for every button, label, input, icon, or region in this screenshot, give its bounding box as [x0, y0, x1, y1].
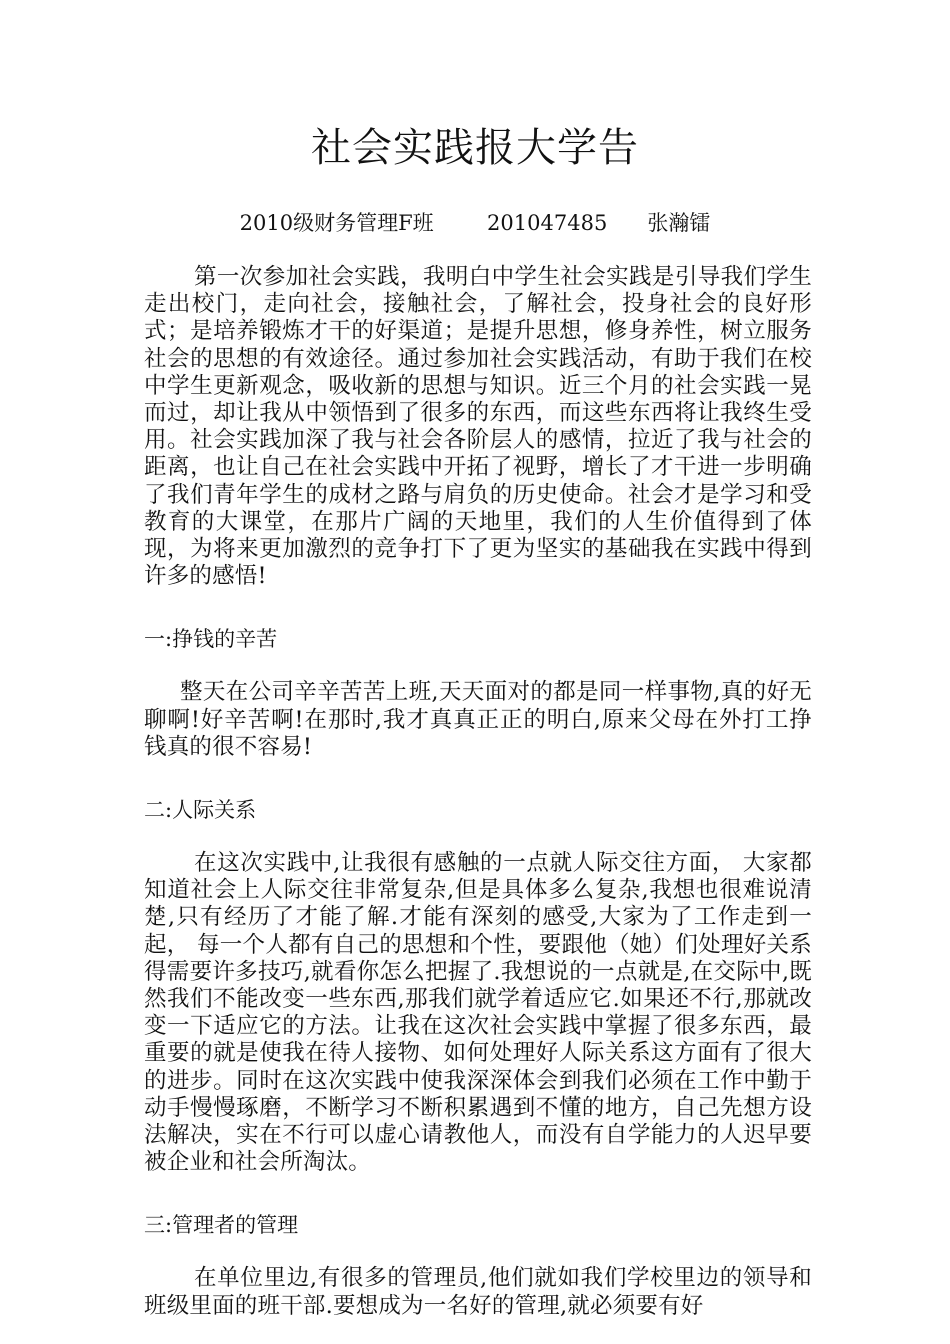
section-body-2: 在这次实践中,让我很有感触的一点就人际交往方面， 大家都知道社会上人际交往非常复杂,但是具体多么复杂,我想也很难说清楚,只有经历了才能了解.才能有深刻的感受,大家为了工作走到一起， 每一个人都有自己的思想和个性，要跟他（她）们处理好关系得需要许多技巧,就看你怎么把握了.我想说的一点就是,在交际中,既然我们不能改变一些东西,那我们就学着适应它.如果还不行,那就改变一下适应它的方法。让我在这次社会实践中掌握了很多东西，最重要的就是使我在待人接物、如何处理好人际关系这方面有了很大的进步。同时在这次实践中使我深深体会到我们必须在工作中勤于动手慢慢琢磨，不断学习不断积累遇到不懂的地方，自己先想方设法解决，实在不行可以虚心请教他人，而没有自学能力的人迟早要被企业和社会所淘汰。 [144, 850, 812, 1176]
document-title: 社会实践报大学告 [311, 125, 639, 171]
section-heading-3: 三:管理者的管理 [144, 1213, 299, 1238]
document-subtitle: 2010级财务管理F班 201047485 张瀚镭 [239, 211, 711, 235]
document-body [144, 264, 812, 1320]
section-heading-1: 一:挣钱的辛苦 [144, 627, 278, 652]
section-heading-2: 二:人际关系 [144, 798, 257, 823]
section-body-3: 在单位里边,有很多的管理员,他们就如我们学校里边的领导和班级里面的班干部.要想成为一名好的管理,就必须要有好 [144, 1265, 812, 1319]
intro-paragraph: 第一次参加社会实践，我明白中学生社会实践是引导我们学生走出校门，走向社会，接触社会，了解社会，投身社会的良好形式；是培养锻炼才干的好渠道；是提升思想，修身养性，树立服务社会的思想的有效途径。通过参加社会实践活动，有助于我们在校中学生更新观念，吸收新的思想与知识。近三个月的社会实践一晃而过，却让我从中领悟到了很多的东西，而这些东西将让我终生受用。社会实践加深了我与社会各阶层人的感情，拉近了我与社会的距离，也让自己在社会实践中开拓了视野，增长了才干进一步明确了我们青年学生的成材之路与肩负的历史使命。社会才是学习和受教育的大课堂，在那片广阔的天地里，我们的人生价值得到了体现，为将来更加激烈的竞争打下了更为坚实的基础我在实践中得到许多的感悟! [144, 264, 812, 590]
section-body-1: 整天在公司辛辛苦苦上班,天天面对的都是同一样事物,真的好无聊啊!好辛苦啊!在那时,我才真真正正的明白,原来父母在外打工挣钱真的很不容易! [144, 679, 812, 760]
